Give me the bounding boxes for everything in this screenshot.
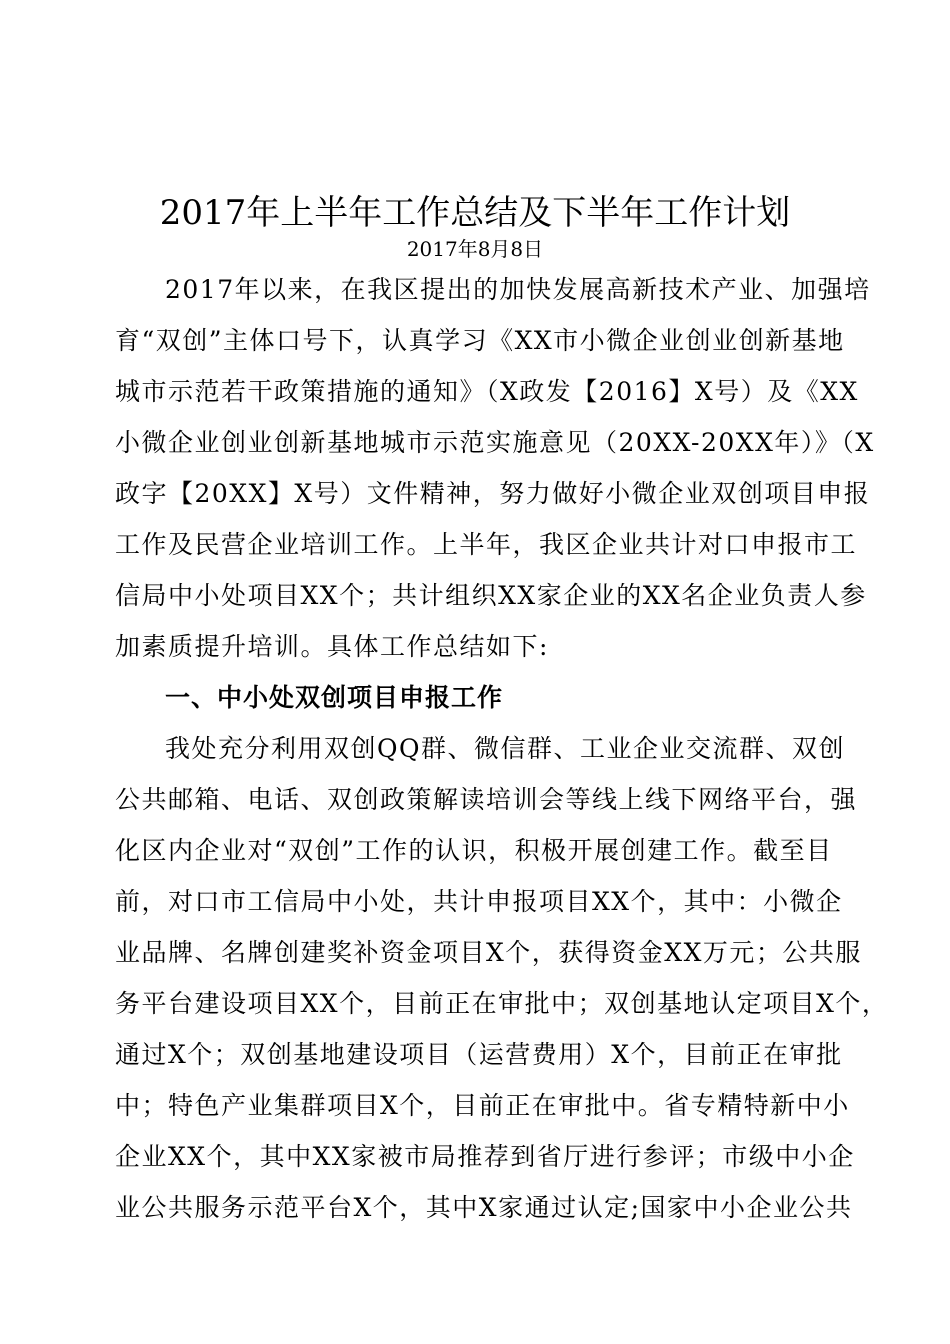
paragraph-line: 小微企业创业创新基地城市示范实施意见（20XX-20XX年）》（X	[115, 428, 875, 457]
paragraph-line: 城市示范若干政策措施的通知》（X政发【2016】X号）及《XX	[115, 377, 859, 406]
section-heading: 一、中小处双创项目申报工作	[165, 683, 504, 712]
paragraph-line: 加素质提升培训。具体工作总结如下:	[115, 632, 549, 661]
paragraph-line: 工作及民营企业培训工作。上半年，我区企业共计对口申报市工	[115, 530, 858, 559]
paragraph-line: 中；特色产业集群项目X个，目前正在审批中。省专精特新中小	[115, 1091, 850, 1120]
paragraph-line: 化区内企业对“双创”工作的认识，积极开展创建工作。截至目	[115, 836, 833, 865]
paragraph-line: 务平台建设项目XX个，目前正在审批中；双创基地认定项目X个，	[115, 989, 889, 1018]
paragraph-line: 我处充分利用双创QQ群、微信群、工业企业交流群、双创	[165, 734, 845, 763]
paragraph-line: 业公共服务示范平台X个，其中X家通过认定;国家中小企业公共	[115, 1193, 853, 1222]
paragraph-line: 企业XX个，其中XX家被市局推荐到省厅进行参评；市级中小企	[115, 1142, 855, 1171]
paragraph-line: 公共邮箱、电话、双创政策解读培训会等线上线下网络平台，强	[115, 785, 858, 814]
paragraph-line: 业品牌、名牌创建奖补资金项目X个，获得资金XX万元；公共服	[115, 938, 862, 967]
paragraph-line: 政字【20XX】X号）文件精神，努力做好小微企业双创项目申报	[115, 479, 871, 508]
paragraph-line: 通过X个；双创基地建设项目（运营费用）X个，目前正在审批	[115, 1040, 843, 1069]
paragraph-intro	[115, 264, 889, 1233]
paragraph-line: 2017年以来，在我区提出的加快发展高新技术产业、加强培	[165, 275, 871, 304]
paragraph-line: 前，对口市工信局中小处，共计申报项目XX个，其中：小微企	[115, 887, 843, 916]
paragraph-line: 育“双创”主体口号下，认真学习《XX市小微企业创业创新基地	[115, 326, 845, 355]
document-date: 2017年8月8日	[406, 237, 544, 261]
document-title: 2017年上半年工作总结及下半年工作计划	[159, 193, 791, 233]
paragraph-line: 信局中小处项目XX个；共计组织XX家企业的XX名企业负责人参	[115, 581, 867, 610]
